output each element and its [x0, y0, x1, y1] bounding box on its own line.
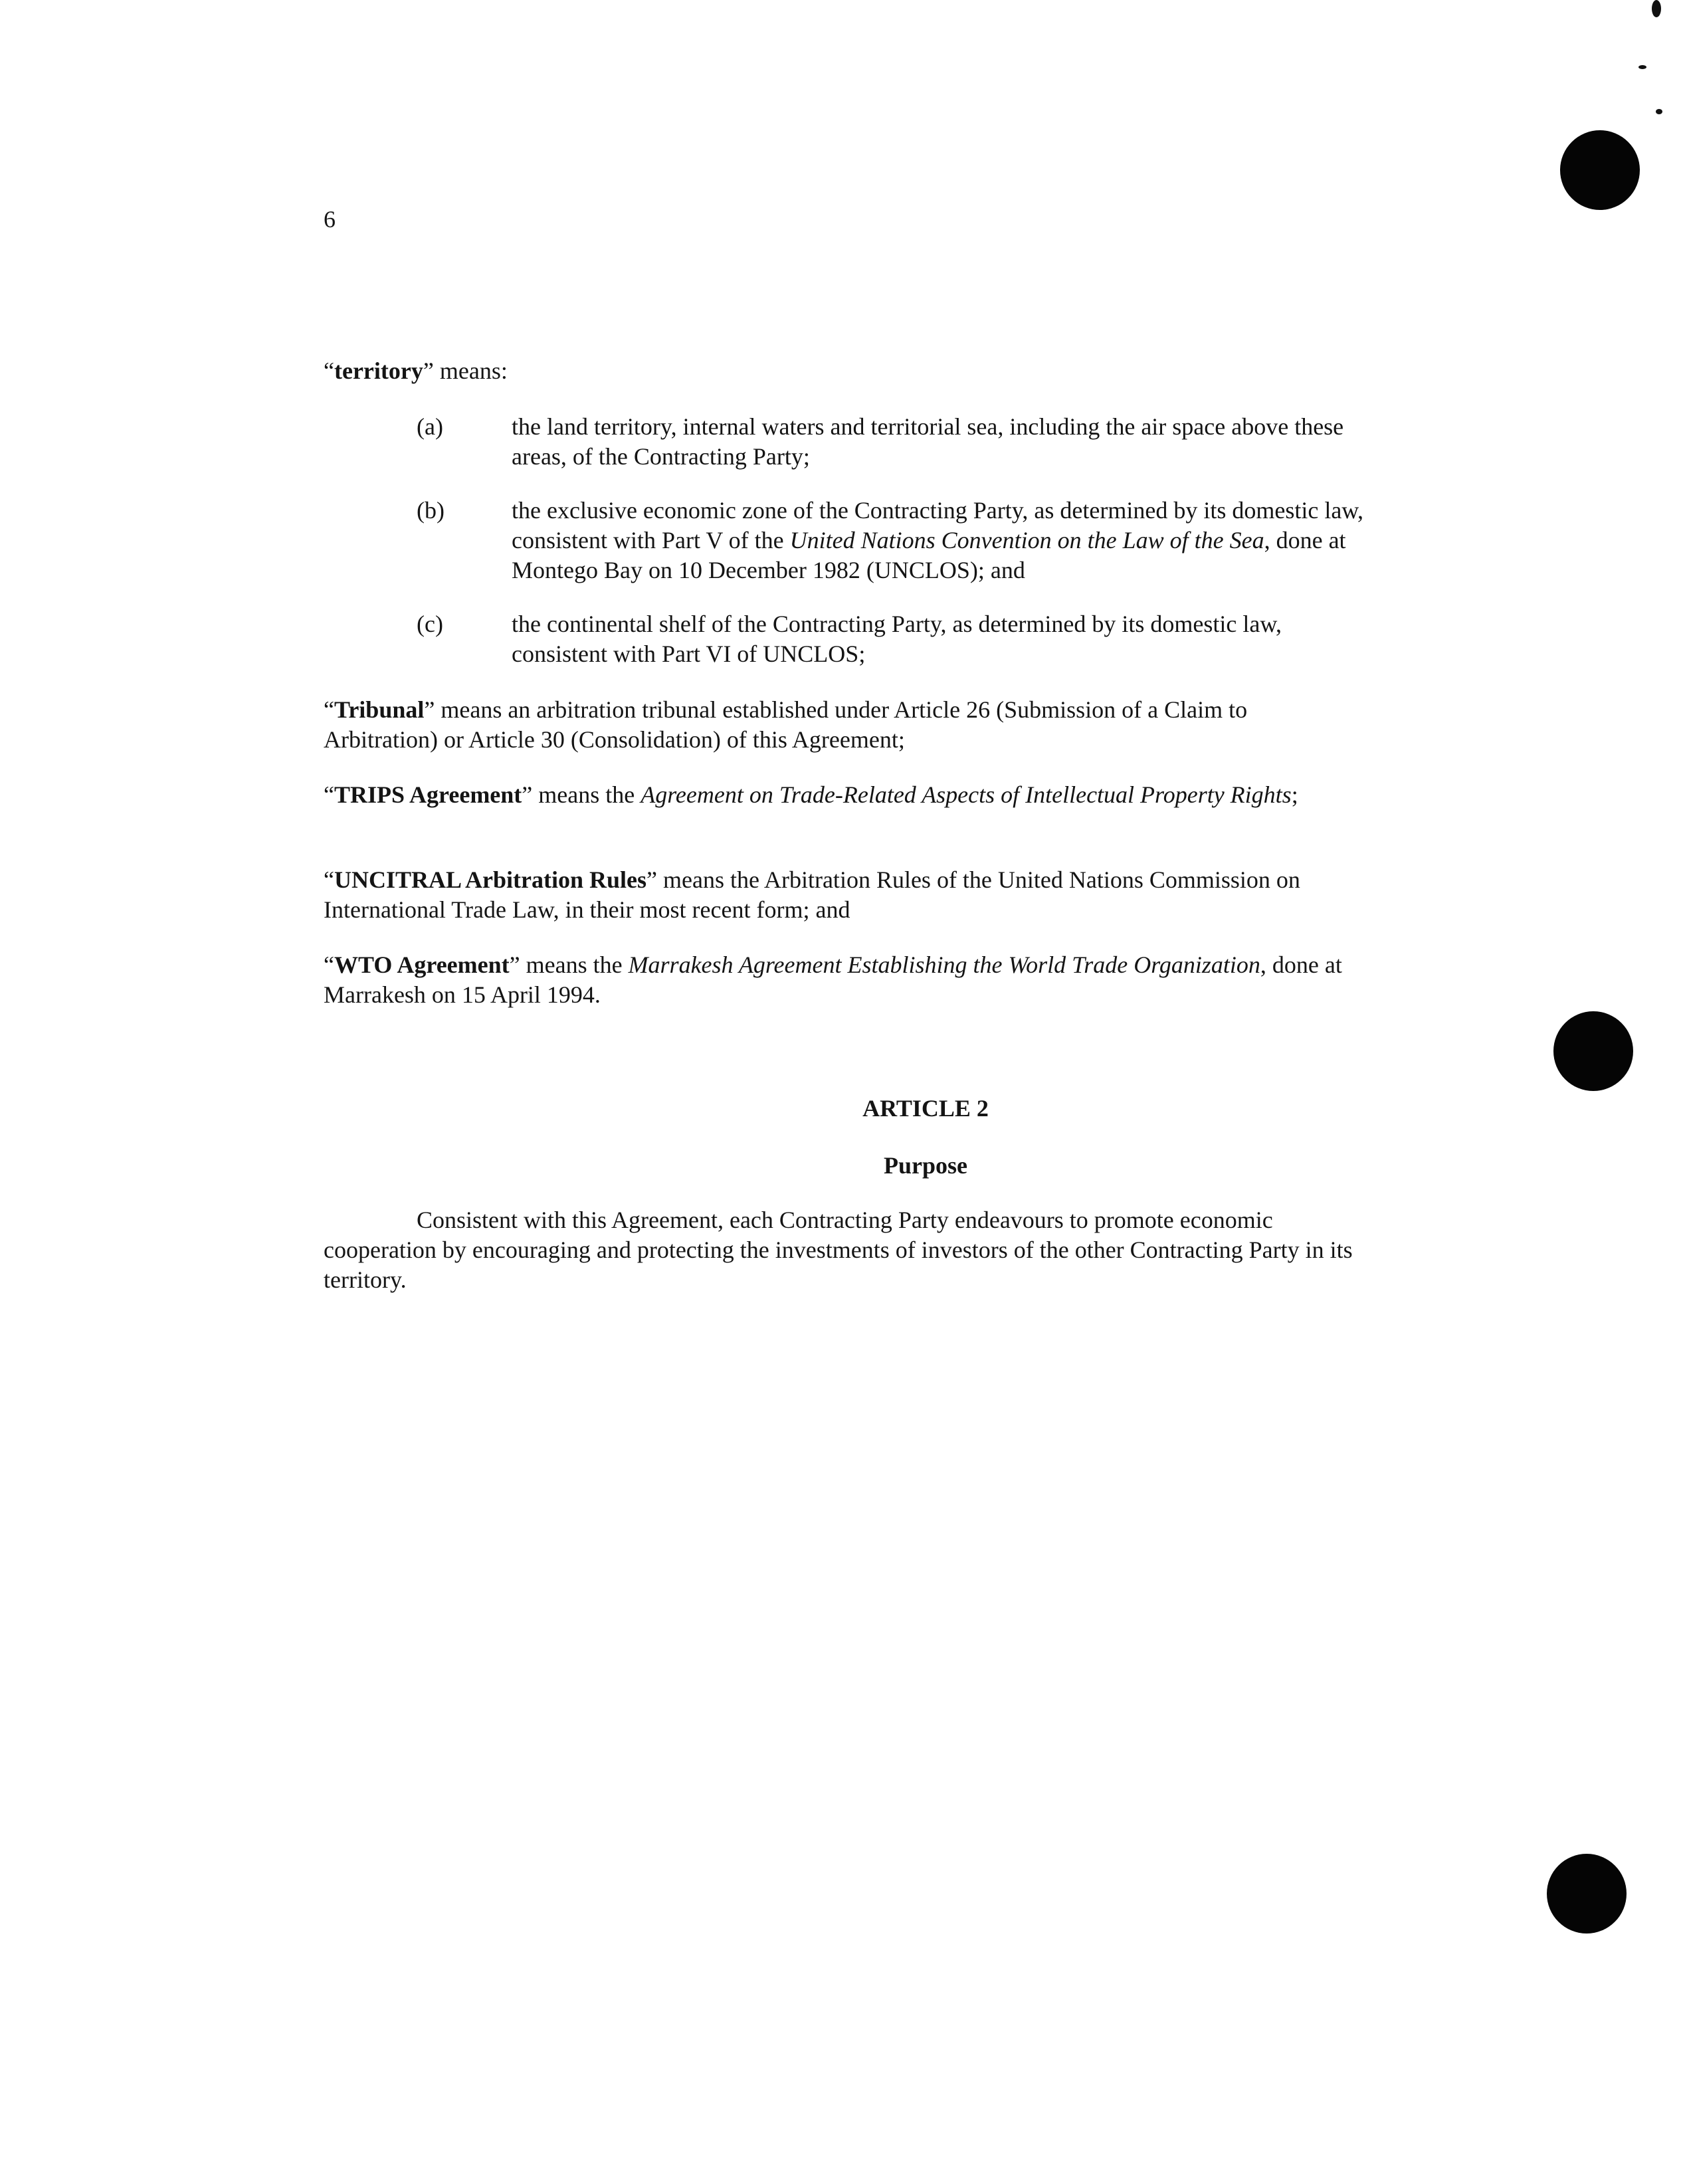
item-b-text-part1: the exclusive economic zone of the Contracting Party, as determined by its domestic law, consistent with Part V of the: [512, 497, 1363, 553]
quote-close: ”: [646, 866, 658, 893]
defined-term-uncitral: UNCITRAL Arbitration Rules: [334, 866, 647, 893]
definition-text-tribunal: means an arbitration tribunal established under Article 26 (Submission of a Claim to Arbitration) or Article 30 (Consolidation) of this Agreement;: [324, 696, 1248, 753]
definition-end-trips: ;: [1291, 781, 1298, 808]
defined-term-tribunal: Tribunal: [334, 696, 425, 723]
scan-speck: [1656, 109, 1662, 114]
item-text-a: the land territory, internal waters and territorial sea, including the air space above these areas, of the Contracting Party;: [512, 413, 1344, 470]
defined-term-trips: TRIPS Agreement: [334, 781, 522, 808]
defined-term-wto: WTO Agreement: [334, 951, 510, 978]
quote-open: “: [324, 357, 334, 384]
definition-territory-intro: [324, 356, 1360, 386]
unclos-title: United Nations Convention on the Law of the Sea: [789, 527, 1264, 553]
item-label-a: (a): [417, 413, 443, 440]
article-title-row: [0, 1151, 1685, 1181]
item-b-text-part2: , done at Montego Bay on 10 December 1982 (UNCLOS); and: [512, 527, 1346, 583]
definition-uncitral: [324, 865, 1360, 925]
article-heading: [0, 1094, 1685, 1124]
article-body: Consistent with this Agreement, each Contracting Party endeavours to promote economic cooperation by encouraging and protecting the investments of investors of the other Contracting Party in its territory.: [324, 1207, 1353, 1293]
scan-speck: [1638, 65, 1646, 69]
trips-title: Agreement on Trade-Related Aspects of Intellectual Property Rights: [641, 781, 1292, 808]
item-text-c: the continental shelf of the Contracting Party, as determined by its domestic law, consistent with Part VI of UNCLOS;: [512, 611, 1282, 667]
definition-wto: [324, 950, 1360, 1010]
quote-open: “: [324, 696, 334, 723]
punch-hole-top: [1560, 130, 1640, 210]
definition-suffix: means:: [433, 357, 508, 384]
wto-title: Marrakesh Agreement Establishing the World Trade Organization: [628, 951, 1260, 978]
definition-trips: [324, 780, 1360, 810]
quote-close: ”: [423, 357, 434, 384]
quote-open: “: [324, 866, 334, 893]
defined-term-territory: territory: [334, 357, 423, 384]
definition-text-wto: means the: [520, 951, 629, 978]
item-label-b: (b): [417, 497, 445, 524]
definition-tribunal: [324, 695, 1360, 755]
item-text-b: [512, 496, 1367, 585]
definition-end-wto: , done at Marrakesh on 15 April 1994.: [324, 951, 1342, 1008]
definition-text-trips: means the: [532, 781, 641, 808]
page-number: 6: [324, 206, 336, 233]
quote-open: “: [324, 781, 334, 808]
quote-close: ”: [424, 696, 435, 723]
scan-speck: [1652, 0, 1661, 17]
definition-text-uncitral: means the Arbitration Rules of the United Nations Commission on International Trade Law, in their most recent form; and: [324, 866, 1300, 923]
punch-hole-middle: [1553, 1011, 1633, 1091]
punch-hole-bottom: [1547, 1854, 1627, 1934]
quote-open: “: [324, 951, 334, 978]
article-title: Purpose: [884, 1152, 967, 1179]
quote-close: ”: [509, 951, 520, 978]
article-number: ARTICLE 2: [862, 1095, 989, 1122]
quote-close: ”: [522, 781, 533, 808]
item-label-c: (c): [417, 611, 443, 637]
